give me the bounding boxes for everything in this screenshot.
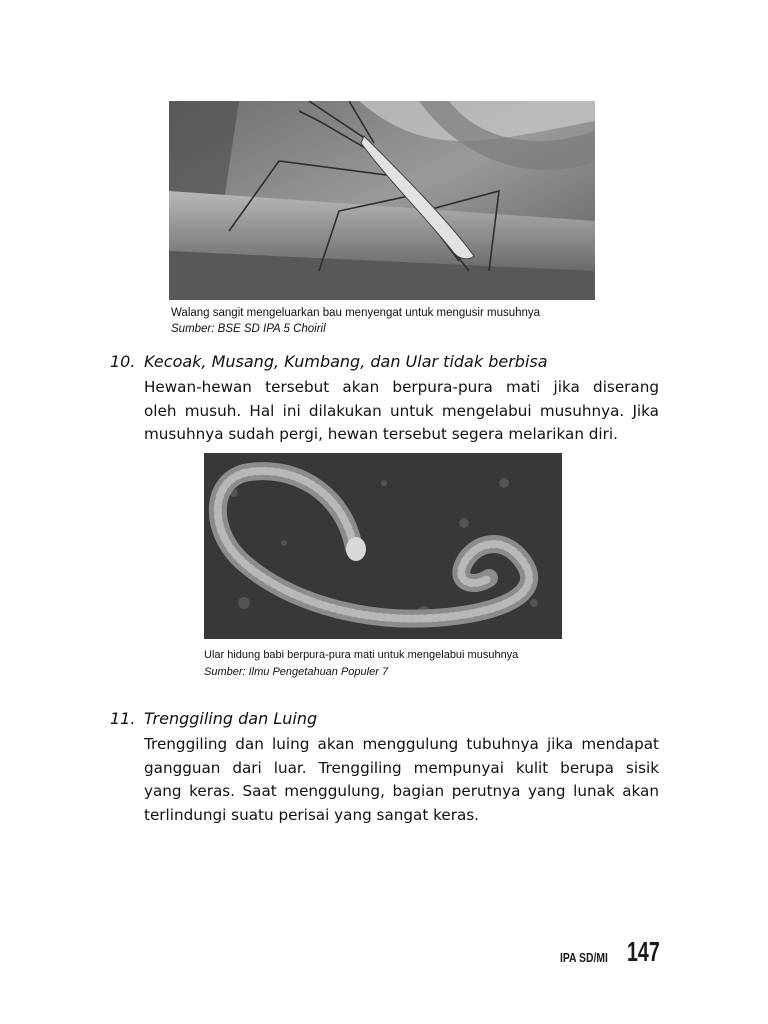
- figure1-source: Sumber: BSE SD IPA 5 Choiril: [171, 323, 326, 335]
- insect-photo: [169, 101, 595, 300]
- item11-line: Trenggiling dan luing akan menggulung tubuhnya jika mendapat: [144, 735, 659, 753]
- item11-line: gangguan dari luar. Trenggiling mempunyai kulit berupa sisik: [144, 758, 659, 777]
- figure2-source: Sumber: Ilmu Pengetahuan Populer 7: [204, 666, 389, 678]
- item11-line: terlindungi suatu perisai yang sangat keras.: [144, 805, 480, 824]
- item10-line: oleh musuh. Hal ini dilakukan untuk mengelabui musuhnya. Jika: [144, 401, 659, 420]
- item10-paragraph: [144, 376, 659, 447]
- footer-label: IPA SD/MI: [560, 950, 608, 965]
- figure1-caption: Walang sangit mengeluarkan bau menyengat untuk mengusir musuhnya: [171, 307, 541, 319]
- item10-number: 10.: [110, 352, 136, 371]
- item11-paragraph: [144, 733, 659, 827]
- item10-line: musuhnya sudah pergi, hewan tersebut segera melarikan diri.: [144, 425, 618, 443]
- item11-number: 11.: [110, 709, 136, 728]
- item11-line: yang keras. Saat menggulung, bagian perutnya yang lunak akan: [144, 782, 659, 800]
- figure2-caption: Ular hidung babi berpura-pura mati untuk mengelabui musuhnya: [204, 649, 519, 661]
- item11-title: Trenggiling dan Luing: [144, 709, 318, 728]
- page-number: 147: [627, 936, 660, 967]
- snake-photo: [204, 453, 562, 639]
- item10-title: Kecoak, Musang, Kumbang, dan Ular tidak berbisa: [144, 352, 548, 371]
- item10-line: Hewan-hewan tersebut akan berpura-pura mati jika diserang: [144, 378, 659, 396]
